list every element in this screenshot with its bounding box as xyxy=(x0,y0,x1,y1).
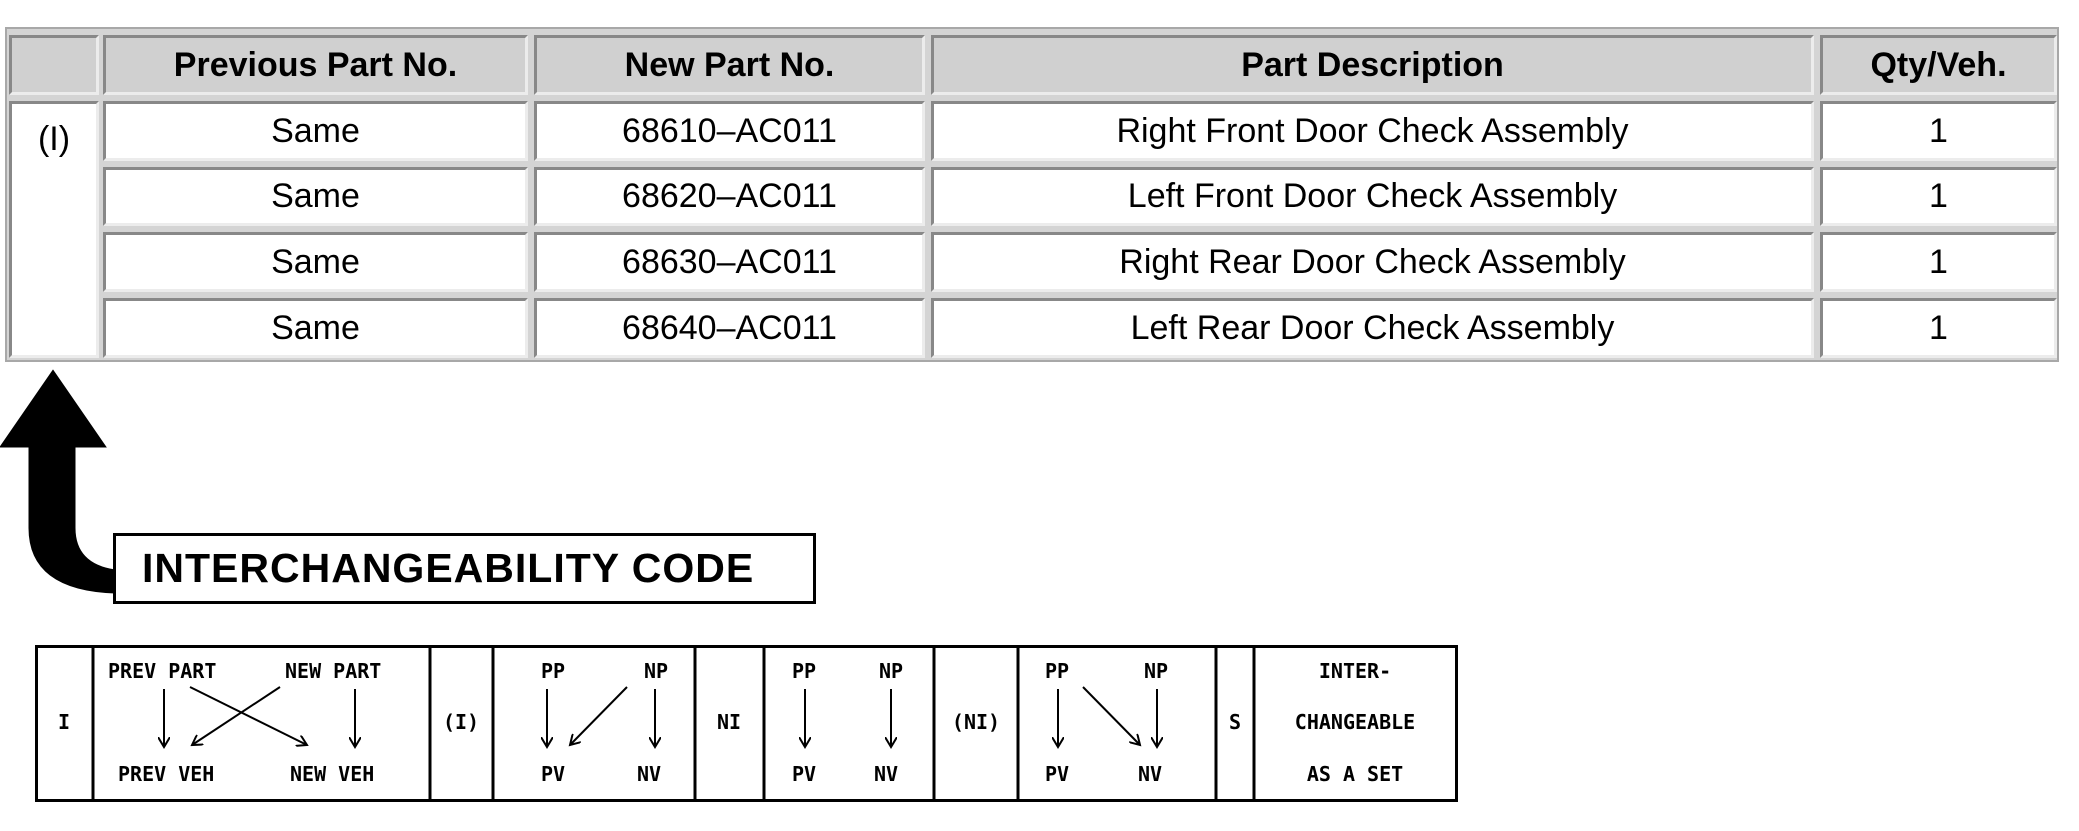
legend-set-line1: INTER- xyxy=(1318,659,1392,683)
legend-code-i: I xyxy=(57,710,71,734)
row4-description: Left Rear Door Check Assembly xyxy=(931,298,1814,358)
legend-set-line2: CHANGEABLE xyxy=(1294,710,1416,734)
legend-code-paren-ni: (NI) xyxy=(951,710,1001,734)
header-previous-part: Previous Part No. xyxy=(103,35,528,95)
row3-description: Right Rear Door Check Assembly xyxy=(931,232,1814,292)
legend-i2-pv: PV xyxy=(541,762,566,786)
legend-ni-nv: NV xyxy=(874,762,899,786)
legend-i2-pp: PP xyxy=(541,659,566,683)
row4-previous-part: Same xyxy=(103,298,528,358)
row4-qty: 1 xyxy=(1820,298,2057,358)
legend-ni2-np: NP xyxy=(1144,659,1169,683)
legend-code-s: S xyxy=(1228,710,1242,734)
legend-code-ni: NI xyxy=(716,710,742,734)
legend-i2-nv: NV xyxy=(637,762,662,786)
legend-ni2-nv: NV xyxy=(1138,762,1163,786)
legend-ni-np: NP xyxy=(879,659,904,683)
legend-ni2-pp: PP xyxy=(1045,659,1070,683)
row1-qty: 1 xyxy=(1820,101,2057,161)
legend-set-line3: AS A SET xyxy=(1306,762,1404,786)
legend-prev-part: PREV PART xyxy=(108,659,217,683)
legend-code-paren-i: (I) xyxy=(442,710,480,734)
curved-up-arrow-icon xyxy=(0,368,130,598)
legend-ni-pp: PP xyxy=(792,659,817,683)
legend-ni-pv: PV xyxy=(792,762,817,786)
row2-previous-part: Same xyxy=(103,167,528,226)
row2-description: Left Front Door Check Assembly xyxy=(931,167,1814,226)
row2-new-part: 68620–AC011 xyxy=(534,167,925,226)
header-qty: Qty/Veh. xyxy=(1820,35,2057,95)
row3-new-part: 68630–AC011 xyxy=(534,232,925,292)
header-code xyxy=(9,35,99,95)
interchangeability-code-cell: (I) xyxy=(9,101,99,358)
row3-qty: 1 xyxy=(1820,232,2057,292)
interchangeability-legend xyxy=(35,645,1458,802)
row1-previous-part: Same xyxy=(103,101,528,161)
legend-new-part: NEW PART xyxy=(285,659,382,683)
header-description: Part Description xyxy=(931,35,1814,95)
parts-table xyxy=(5,27,2059,362)
row2-qty: 1 xyxy=(1820,167,2057,226)
interchangeability-code-title: INTERCHANGEABILITY CODE xyxy=(142,545,755,591)
legend-prev-veh: PREV VEH xyxy=(118,762,215,786)
legend-i2-np: NP xyxy=(644,659,669,683)
header-new-part: New Part No. xyxy=(534,35,925,95)
row4-new-part: 68640–AC011 xyxy=(534,298,925,358)
legend-ni2-pv: PV xyxy=(1045,762,1070,786)
legend-new-veh: NEW VEH xyxy=(290,762,375,786)
row3-previous-part: Same xyxy=(103,232,528,292)
row1-new-part: 68610–AC011 xyxy=(534,101,925,161)
interchangeability-code-label xyxy=(113,533,816,604)
row1-description: Right Front Door Check Assembly xyxy=(931,101,1814,161)
